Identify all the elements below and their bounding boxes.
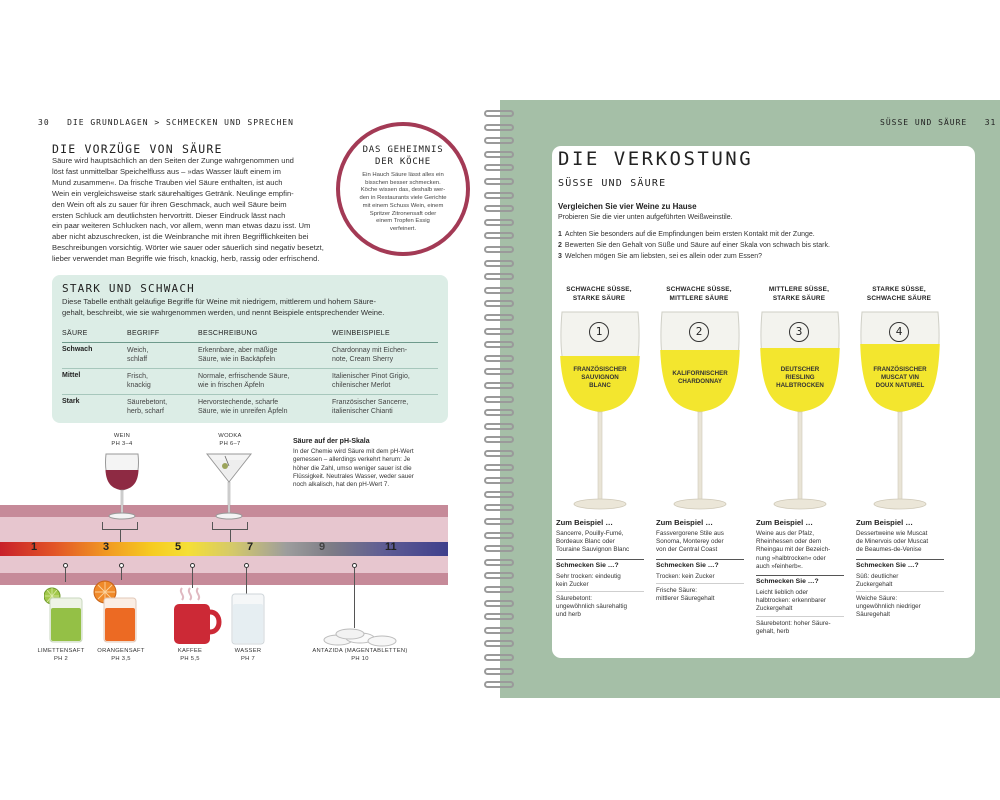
column-divider: [856, 559, 944, 560]
glass-number: 2: [689, 322, 709, 342]
spiral-coil: [484, 219, 514, 226]
spiral-coil: [484, 532, 514, 539]
example-title: Zum Beispiel …: [856, 518, 913, 527]
coffee-mug-icon: [170, 586, 222, 646]
ph-bottom-item: KAFFEE PH 5,5: [177, 648, 203, 662]
secret-line: mit einem Schuss Wein, einem: [362, 202, 444, 209]
glass-number: 1: [589, 322, 609, 342]
left-page-number: 30: [38, 118, 50, 127]
row-term: Säurebetont, herb, scharf: [127, 399, 168, 416]
spiral-coil: [484, 110, 514, 117]
body-line: Säure wird hauptsächlich an den Seiten der Zunge wahrgenommen und: [52, 156, 294, 165]
table-divider: [62, 342, 438, 343]
spiral-coil: [484, 436, 514, 443]
glass-wine-name: FRANZÖSISCHER SAUVIGNON BLANC: [573, 366, 627, 389]
secret-title-line: DER KÖCHE: [375, 157, 431, 167]
ph-marker-line: [65, 568, 66, 582]
right-page-number: 31: [984, 118, 997, 127]
spiral-coil: [484, 232, 514, 239]
taste-divider: [856, 591, 944, 592]
ph-gradient-bar: [0, 542, 448, 556]
tasting-title: DIE VERKOSTUNG: [558, 148, 754, 170]
left-running-head: [38, 118, 294, 127]
row-term: Weich, schlaff: [127, 347, 149, 364]
spiral-coil: [484, 205, 514, 212]
ph-note-title: Säure auf der pH-Skala: [293, 438, 370, 445]
spiral-coil: [484, 545, 514, 552]
col-header-wines: WEINBEISPIELE: [332, 330, 390, 337]
glass-heading: STARKE SÜSSE, SCHWACHE SÄURE: [866, 286, 932, 302]
ph-number: 1: [31, 541, 38, 553]
example-title: Zum Beispiel …: [556, 518, 613, 527]
secret-line: Spritzer Zitronensaft oder: [369, 210, 437, 217]
water-glass-icon: [230, 592, 266, 646]
body-line: Beschreibungen vorsichtig. Wörter wie sauer oder säuerlich sind negativ besetzt,: [52, 243, 324, 253]
ph-note-text: In der Chemie wird Säure mit dem pH-Wert gemessen – allerdings verkehrt herum: Je höher die Zahl, umso weniger sauer ist die Flüssigkeit. Neutrales Wasser, weder sauer noch alkalisch, hat den pH-Wert 7.: [293, 448, 414, 489]
spiral-coil: [484, 192, 514, 199]
spiral-coil: [484, 450, 514, 457]
spiral-coil: [484, 559, 514, 566]
taste-title: Schmecken Sie …?: [856, 561, 919, 569]
ph-marker-line: [246, 568, 247, 594]
spiral-coil: [484, 273, 514, 280]
lime-juice-icon: [44, 584, 84, 644]
vodka-ph-pointer: [230, 530, 231, 542]
body-text: [52, 156, 352, 265]
ph-number: 9: [319, 541, 326, 553]
body-line: ein paar weiteren Schlucken nach, vor allem, wenn man etwas dazu isst. Um: [52, 221, 311, 231]
secret-line: den in Restaurants viele Gerichte: [359, 195, 447, 202]
secret-line: Ein Hauch Säure lässt alles ein: [362, 172, 444, 178]
body-line: den Wein oft als zu sauer für ihren Geschmack, auch weil Säure beim: [52, 199, 287, 209]
row-desc: Normale, erfrischende Säure, wie in frischen Äpfeln: [198, 373, 290, 390]
body-line: löst fast unmittelbar Speichelfluss aus – »das Wasser läuft einem im: [52, 166, 281, 176]
acidity-table: [52, 275, 448, 423]
spiral-coil: [484, 668, 514, 675]
compare-title: Vergleichen Sie vier Weine zu Hause: [558, 202, 697, 211]
table-intro-line: gehalt, beschreibt, wie sie wahrgenommen werden, und nennt Beispiele entsprechender Weine.: [62, 307, 385, 317]
step-item: 2 Bewerten Sie den Gehalt von Süße und Säure auf einer Skala von schwach bis stark.: [558, 242, 830, 249]
red-wine-glass-icon: [100, 452, 144, 524]
spiral-coil: [484, 423, 514, 430]
step-item: 1 Achten Sie besonders auf die Empfindungen beim ersten Kontakt mit der Zunge.: [558, 231, 815, 238]
example-title: Zum Beispiel …: [656, 518, 713, 527]
running-head-text: SÜSSE UND SÄURE: [880, 118, 968, 127]
spiral-coil: [484, 287, 514, 294]
example-text: Dessertweine wie Muscat de Minervois oder Muscat de Beaumes-de-Venise: [856, 530, 929, 554]
column-divider: [656, 559, 744, 560]
taste-title: Schmecken Sie …?: [756, 578, 819, 585]
spiral-coil: [484, 409, 514, 416]
taste-text: Trocken: kein Zucker: [656, 572, 715, 580]
ph-bottom-item: ORANGENSAFT PH 3,5: [97, 648, 145, 662]
body-line: lieber verwendet man Begriffe wie frisch, knackig, herb, rassig oder erfrischend.: [52, 254, 320, 264]
glass-wine-name: KALIFORNISCHER CHARDONNAY: [672, 370, 728, 385]
spiral-coil: [484, 464, 514, 471]
body-line: ersten Schluck am deutlichsten hervortritt. Dieser Eindruck lässt nach: [52, 210, 286, 220]
ph-number: 5: [175, 541, 182, 553]
spiral-coil: [484, 328, 514, 335]
ph-number: 11: [385, 541, 397, 553]
spiral-coil: [484, 504, 514, 511]
table-intro: [62, 297, 438, 318]
tasting-subtitle: SÜSSE UND SÄURE: [558, 178, 667, 189]
row-level: Schwach: [62, 346, 93, 353]
glass-heading: SCHWACHE SÜSSE, MITTLERE SÄURE: [666, 286, 732, 302]
taste-text: Süß: deutlicher Zuckergehalt: [856, 572, 899, 588]
ph-number: 7: [247, 541, 254, 553]
body-line: aber nicht abzuschrecken, ist die Weinbranche mit ihren Begrifflichkeiten bei: [52, 232, 309, 242]
taste-text: Leicht lieblich oder halbtrocken: erkennbarer Zuckergehalt: [756, 589, 827, 613]
col-header-desc: BESCHREIBUNG: [198, 330, 258, 337]
secret-line: verfeinert.: [389, 225, 417, 232]
taste-divider: [556, 591, 644, 592]
ph-marker-line: [354, 568, 355, 628]
spiral-coil: [484, 477, 514, 484]
wine-ph-range: [102, 522, 138, 530]
ph-top-item: WODKA PH 6–7: [218, 433, 242, 447]
orange-juice-icon: [92, 578, 140, 644]
taste-text: Säurebetont: hoher Säure- gehalt, herb: [756, 619, 831, 635]
wine-ph-pointer: [120, 530, 121, 542]
glass-heading: MITTLERE SÜSSE, STARKE SÄURE: [768, 286, 830, 302]
secret-line: Köche wissen das, deshalb wer-: [360, 187, 446, 194]
taste-title: Schmecken Sie …?: [556, 561, 619, 569]
ph-top-item: WEIN PH 3–4: [111, 433, 133, 447]
spiral-coil: [484, 654, 514, 661]
ph-bottom-item: WASSER PH 7: [234, 648, 262, 662]
antacid-tablets-icon: [318, 626, 406, 648]
spiral-coil: [484, 355, 514, 362]
spiral-coil: [484, 178, 514, 185]
spiral-coil: [484, 260, 514, 267]
spiral-coil: [484, 681, 514, 688]
col-header-term: BEGRIFF: [127, 330, 160, 337]
spiral-coil: [484, 640, 514, 647]
ph-bottom-item: LIMETTENSAFT PH 2: [37, 648, 85, 662]
example-text: Weine aus der Pfalz, Rheinhessen oder dem Rheingau mit der Bezeich- nung »halbtrocken« oder auch »feinherb«.: [756, 530, 831, 570]
taste-text: Frische Säure: mittlerer Säuregehalt: [656, 586, 715, 602]
spiral-coil: [484, 396, 514, 403]
running-head-text: DIE GRUNDLAGEN > SCHMECKEN UND SPRECHEN: [67, 118, 294, 127]
taste-text: Säurebetont: ungewöhnlich säurehaltig und herb: [556, 595, 628, 619]
row-desc: Hervorstechende, scharfe Säure, wie in unreifen Äpfeln: [198, 399, 288, 416]
example-text: Sancerre, Pouilly-Fumé, Bordeaux Blanc oder Touraine Sauvignon Blanc: [556, 530, 630, 554]
spiral-coil: [484, 368, 514, 375]
spiral-coil: [484, 341, 514, 348]
spiral-coil: [484, 246, 514, 253]
glass-wine-name: FRANZÖSISCHER MUSCAT VIN DOUX NATUREL: [873, 366, 927, 389]
secret-line: einem Tropfen Essig: [376, 218, 430, 225]
secret-text: [358, 172, 448, 234]
example-title: Zum Beispiel …: [756, 518, 813, 527]
step-item: 3 Welchen mögen Sie am liebsten, sei es allein oder zum Essen?: [558, 253, 763, 260]
spiral-coil: [484, 164, 514, 171]
ph-bottom-item: ANTAZIDA (MAGENTABLETTEN) PH 10: [312, 648, 408, 662]
secret-title: [340, 144, 466, 168]
column-divider: [756, 575, 844, 576]
glass-heading: SCHWACHE SÜSSE, STARKE SÄURE: [566, 286, 632, 302]
taste-divider: [756, 616, 844, 617]
spiral-coil: [484, 491, 514, 498]
col-header-acid: SÄURE: [62, 330, 88, 337]
secret-callout: [336, 122, 470, 256]
spiral-coil: [484, 151, 514, 158]
secret-line: bisschen besser schmecken.: [365, 179, 441, 186]
spiral-coil: [484, 600, 514, 607]
spiral-coil: [484, 382, 514, 389]
spiral-coil: [484, 314, 514, 321]
compare-intro: Probieren Sie die vier unten aufgeführten Weißweinstile.: [558, 214, 733, 221]
spiral-coil: [484, 627, 514, 634]
glass-wine-name: DEUTSCHER RIESLING HALBTROCKEN: [776, 366, 824, 389]
spiral-coil: [484, 572, 514, 579]
table-intro-line: Diese Tabelle enthält geläufige Begriffe für Weine mit niedrigem, mittlerem und hohem Säure-: [62, 297, 377, 306]
glass-number: 3: [789, 322, 809, 342]
glass-number: 4: [889, 322, 909, 342]
row-level: Mittel: [62, 372, 81, 379]
body-line: Mund zusammen«. Da frische Trauben viel Säure enthalten, ist auch: [52, 177, 283, 187]
spiral-coil: [484, 613, 514, 620]
martini-glass-icon: [205, 452, 253, 524]
row-desc: Erkennbare, aber mäßige Säure, wie in Backäpfeln: [198, 347, 278, 364]
taste-text: Sehr trocken: eindeutig kein Zucker: [556, 572, 621, 588]
taste-divider: [656, 583, 744, 584]
table-divider: [62, 394, 438, 395]
spiral-coil: [484, 518, 514, 525]
spiral-coil: [484, 586, 514, 593]
taste-text: Weiche Säure: ungewöhnlich niedriger Säuregehalt: [856, 595, 921, 619]
spiral-coil: [484, 124, 514, 131]
row-term: Frisch, knackig: [127, 373, 151, 390]
row-level: Stark: [62, 398, 80, 405]
secret-title-line: DAS GEHEIMNIS: [362, 145, 444, 155]
spiral-coil: [484, 300, 514, 307]
table-divider: [62, 368, 438, 369]
row-wines: Französischer Sancerre, italienischer Chianti: [332, 399, 409, 416]
body-line: Wein ein vergleichsweise stark säurehaltiges Getränk. Neulinge empfin-: [52, 188, 294, 198]
example-text: Fassvergorene Stile aus Sonoma, Monterey oder von der Central Coast: [656, 530, 724, 554]
ph-marker-line: [192, 568, 193, 588]
row-wines: Italienischer Pinot Grigio, chilenischer Merlot: [332, 373, 410, 390]
section-title: DIE VORZÜGE VON SÄURE: [52, 142, 223, 156]
taste-title: Schmecken Sie …?: [656, 561, 719, 569]
right-running-head: [880, 118, 996, 127]
table-title: STARK UND SCHWACH: [62, 282, 195, 295]
vodka-ph-range: [212, 522, 248, 530]
spiral-coil: [484, 137, 514, 144]
ph-number: 3: [103, 541, 110, 553]
row-wines: Chardonnay mit Eichen- note, Cream Sherry: [332, 347, 408, 364]
column-divider: [556, 559, 644, 560]
